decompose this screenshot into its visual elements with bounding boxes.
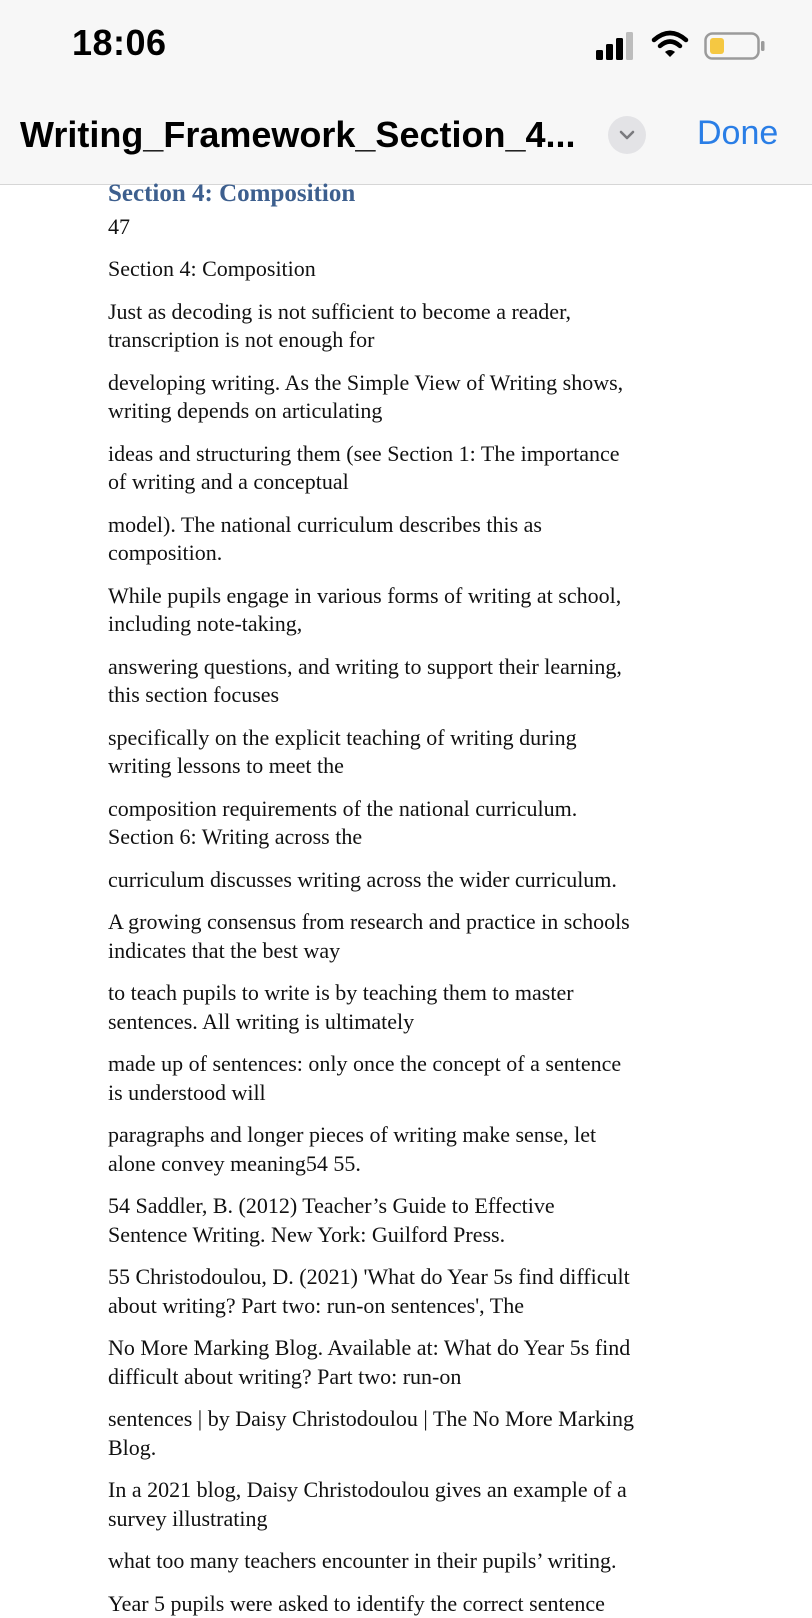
paragraph [108, 979, 708, 1036]
text-line: transcription is not enough for [108, 326, 708, 355]
text-line: what too many teachers encounter in their pupils’ writing. [108, 1547, 708, 1576]
paragraph [108, 369, 708, 426]
paragraph [108, 795, 708, 852]
paragraph [108, 1263, 708, 1320]
text-line: difficult about writing? Part two: run-on [108, 1363, 708, 1392]
text-line: developing writing. As the Simple View of Writing shows, [108, 369, 708, 398]
paragraph [108, 724, 708, 781]
page-number: 47 [108, 213, 708, 241]
paragraph-list [108, 255, 708, 1618]
text-line: of writing and a conceptual [108, 468, 708, 497]
text-line: writing depends on articulating [108, 397, 708, 426]
paragraph [108, 1192, 708, 1249]
text-line: indicates that the best way [108, 937, 708, 966]
text-line: sentences | by Daisy Christodoulou | The No More Marking [108, 1405, 708, 1434]
text-line: is understood will [108, 1079, 708, 1108]
text-line: composition requirements of the national curriculum. [108, 795, 708, 824]
text-line: writing lessons to meet the [108, 752, 708, 781]
text-line: to teach pupils to write is by teaching them to master [108, 979, 708, 1008]
text-line: curriculum discusses writing across the wider curriculum. [108, 866, 708, 895]
text-line: In a 2021 blog, Daisy Christodoulou gives an example of a [108, 1476, 708, 1505]
text-line: about writing? Part two: run-on sentences', The [108, 1292, 708, 1321]
text-line: alone convey meaning54 55. [108, 1150, 708, 1179]
cellular-signal-icon [596, 32, 640, 60]
done-button[interactable]: Done [697, 114, 778, 153]
text-line: including note-taking, [108, 610, 708, 639]
paragraph [108, 511, 708, 568]
paragraph [108, 866, 708, 895]
text-line: 55 Christodoulou, D. (2021) 'What do Year 5s find difficult [108, 1263, 708, 1292]
section-heading: Section 4: Composition [108, 179, 708, 209]
text-line: No More Marking Blog. Available at: What do Year 5s find [108, 1334, 708, 1363]
paragraph [108, 1590, 708, 1618]
text-line: Section 6: Writing across the [108, 823, 708, 852]
document-page [108, 179, 708, 1618]
text-line: survey illustrating [108, 1505, 708, 1534]
paragraph [108, 1476, 708, 1533]
text-line: composition. [108, 539, 708, 568]
paragraph [108, 582, 708, 639]
paragraph [108, 908, 708, 965]
text-line: model). The national curriculum describes this as [108, 511, 708, 540]
paragraph [108, 1334, 708, 1391]
document-title: Writing_Framework_Section_4... [20, 114, 585, 156]
paragraph [108, 1405, 708, 1462]
document-header [0, 92, 812, 185]
text-line: ideas and structuring them (see Section 1: The importance [108, 440, 708, 469]
paragraph [108, 298, 708, 355]
text-line: 54 Saddler, B. (2012) Teacher’s Guide to Effective [108, 1192, 708, 1221]
text-line: made up of sentences: only once the concept of a sentence [108, 1050, 708, 1079]
text-line: Year 5 pupils were asked to identify the correct sentence [108, 1590, 708, 1618]
paragraph [108, 1121, 708, 1178]
text-line: answering questions, and writing to support their learning, [108, 653, 708, 682]
text-line: sentences. All writing is ultimately [108, 1008, 708, 1037]
text-line: Just as decoding is not sufficient to become a reader, [108, 298, 708, 327]
text-line: specifically on the explicit teaching of writing during [108, 724, 708, 753]
paragraph [108, 440, 708, 497]
paragraph [108, 255, 708, 284]
battery-low-icon [704, 32, 766, 60]
text-line: Blog. [108, 1434, 708, 1463]
text-line: paragraphs and longer pieces of writing make sense, let [108, 1121, 708, 1150]
chevron-down-icon [619, 129, 635, 141]
title-menu-button[interactable] [608, 116, 646, 154]
text-line: this section focuses [108, 681, 708, 710]
status-time: 18:06 [72, 22, 167, 64]
document-viewer[interactable] [0, 185, 812, 1600]
text-line: A growing consensus from research and practice in schools [108, 908, 708, 937]
paragraph [108, 1050, 708, 1107]
paragraph [108, 1547, 708, 1576]
paragraph [108, 653, 708, 710]
text-line: While pupils engage in various forms of writing at school, [108, 582, 708, 611]
text-line: Sentence Writing. New York: Guilford Press. [108, 1221, 708, 1250]
wifi-icon [652, 30, 688, 60]
text-line: Section 4: Composition [108, 255, 708, 284]
status-bar [0, 0, 812, 92]
